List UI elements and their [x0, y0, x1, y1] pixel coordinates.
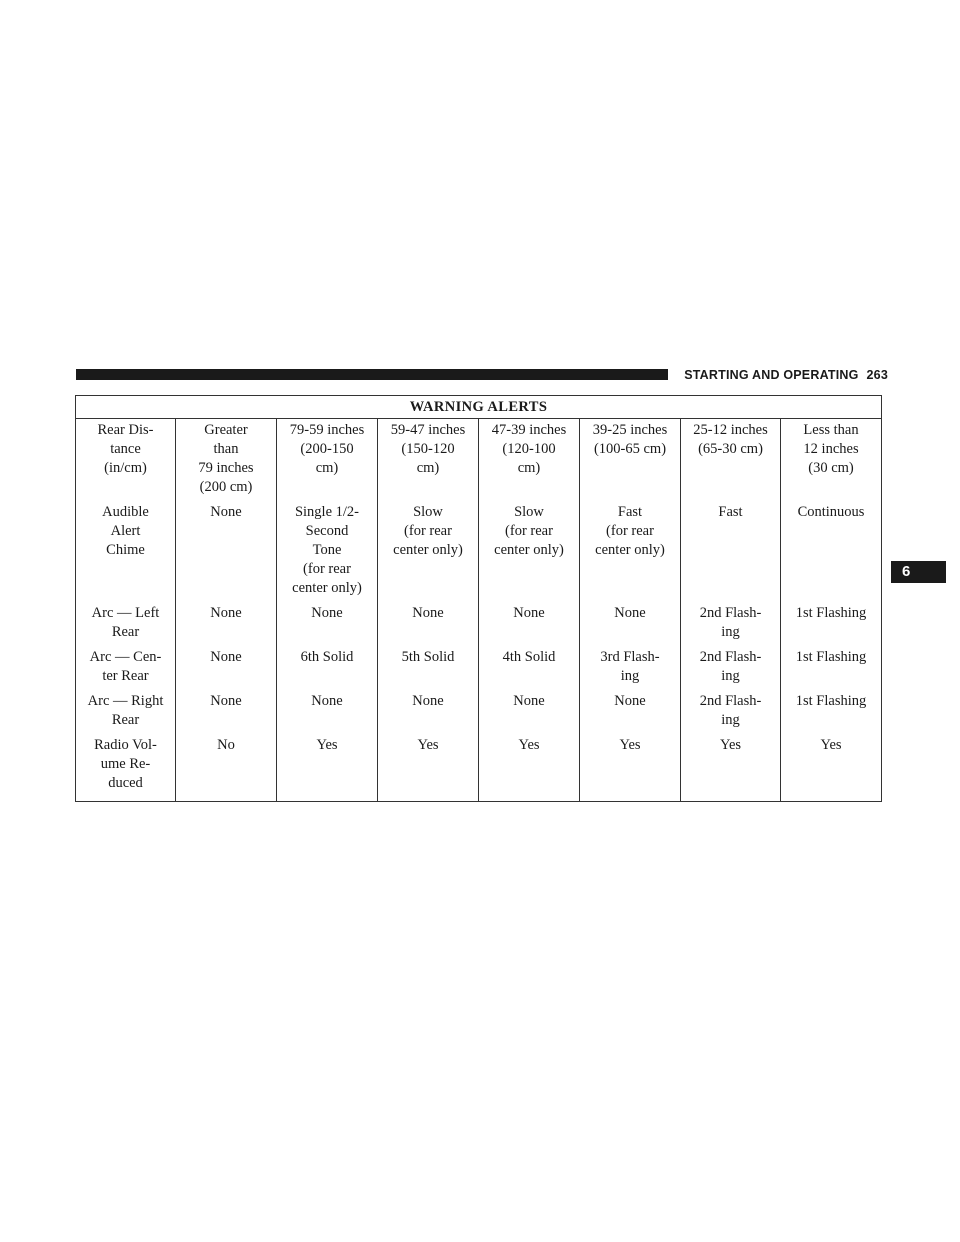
cell-text: 1st Flashing [795, 693, 867, 709]
table-cell [378, 734, 479, 802]
cell-text: None [311, 693, 343, 709]
row-header-cell [76, 646, 176, 690]
table-cell [681, 602, 781, 646]
table-cell [176, 419, 277, 502]
cell-text: None [614, 605, 646, 621]
rear-distance-row [76, 419, 882, 502]
cell-text: 2nd Flash- ing [699, 649, 762, 684]
cell-text: None [210, 649, 242, 665]
cell-text: 25-12 inches (65-30 cm) [693, 422, 768, 457]
table-cell [681, 734, 781, 802]
table-cell [378, 602, 479, 646]
cell-text: Audible Alert Chime [102, 504, 149, 558]
cell-text: Yes [518, 737, 540, 753]
cell-text: 4th Solid [502, 649, 556, 665]
cell-text: Arc — Left Rear [91, 605, 160, 640]
cell-text: 59-47 inches (150-120 cm) [390, 422, 466, 476]
table-cell [781, 501, 882, 602]
table-cell [176, 734, 277, 802]
table-cell [580, 419, 681, 502]
cell-text: Yes [719, 737, 742, 753]
warning-alerts-table [75, 395, 882, 802]
row-header-cell [76, 690, 176, 734]
cell-text: 39-25 inches (100-65 cm) [592, 422, 668, 457]
cell-text: None [311, 605, 343, 621]
cell-text: None [210, 605, 242, 621]
table-title: WARNING ALERTS [76, 396, 882, 419]
table-cell [781, 602, 882, 646]
table-cell [176, 501, 277, 602]
table-cell [580, 734, 681, 802]
table-cell [277, 501, 378, 602]
table-cell [176, 646, 277, 690]
table-cell [781, 734, 882, 802]
cell-text: 1st Flashing [795, 605, 867, 621]
cell-text: Yes [316, 737, 338, 753]
table-cell [176, 602, 277, 646]
table-cell [681, 690, 781, 734]
table-cell [781, 690, 882, 734]
table-cell [277, 646, 378, 690]
cell-text: None [412, 693, 444, 709]
table-cell [479, 646, 580, 690]
cell-text: 3rd Flash- ing [600, 649, 660, 684]
row-header-cell [76, 419, 176, 502]
cell-text: Fast (for rear center only) [595, 504, 665, 558]
cell-text: None [210, 504, 242, 520]
cell-text: Radio Vol- ume Re- duced [94, 737, 157, 791]
cell-text: Single 1/2- Second Tone (for rear center only) [292, 504, 362, 596]
cell-text: Yes [619, 737, 641, 753]
table-cell [479, 419, 580, 502]
cell-text: Greater than 79 inches (200 cm) [198, 422, 254, 495]
table-cell [277, 602, 378, 646]
chapter-tab: 6 [891, 561, 946, 583]
table-cell [479, 690, 580, 734]
cell-text: Rear Dis- tance (in/cm) [97, 422, 154, 476]
table-cell [681, 646, 781, 690]
row-header-cell [76, 734, 176, 802]
row-header-cell [76, 501, 176, 602]
cell-text: None [614, 693, 646, 709]
table-cell [176, 690, 277, 734]
cell-text: 2nd Flash- ing [699, 693, 762, 728]
cell-text: 6th Solid [300, 649, 354, 665]
cell-text: Fast [718, 504, 743, 520]
cell-text: Yes [417, 737, 439, 753]
table-cell [479, 501, 580, 602]
table-cell [781, 646, 882, 690]
page-number: 263 [866, 368, 888, 382]
cell-text: Slow (for rear center only) [393, 504, 463, 558]
table-cell [378, 501, 479, 602]
cell-text: Arc — Cen- ter Rear [89, 649, 162, 684]
table-cell [277, 734, 378, 802]
table-cell [378, 419, 479, 502]
section-title: STARTING AND OPERATING [684, 368, 859, 382]
arc-right-rear-row [76, 690, 882, 734]
table-cell [479, 602, 580, 646]
cell-text: Slow (for rear center only) [494, 504, 564, 558]
row-header-cell [76, 602, 176, 646]
cell-text: None [210, 693, 242, 709]
table-cell [580, 690, 681, 734]
table-cell [479, 734, 580, 802]
audible-alert-chime-row [76, 501, 882, 602]
cell-text: Less than 12 inches (30 cm) [803, 422, 859, 476]
cell-text: 2nd Flash- ing [699, 605, 762, 640]
table-cell [681, 501, 781, 602]
cell-text: None [412, 605, 444, 621]
radio-volume-reduced-row [76, 734, 882, 802]
arc-center-rear-row [76, 646, 882, 690]
cell-text: 47-39 inches (120-100 cm) [491, 422, 567, 476]
arc-left-rear-row [76, 602, 882, 646]
cell-text: None [513, 693, 545, 709]
table-cell [681, 419, 781, 502]
cell-text: Yes [820, 737, 842, 753]
running-header [676, 366, 888, 384]
cell-text: Arc — Right Rear [87, 693, 164, 728]
table-title-row [76, 396, 882, 419]
cell-text: No [217, 737, 235, 753]
header-rule [76, 369, 668, 380]
table-cell [580, 646, 681, 690]
table-cell [277, 419, 378, 502]
table-cell [378, 646, 479, 690]
table-cell [580, 501, 681, 602]
cell-text: Continuous [797, 504, 865, 520]
cell-text: 1st Flashing [795, 649, 867, 665]
table-body [76, 419, 882, 802]
table-cell [277, 690, 378, 734]
table-cell [378, 690, 479, 734]
table-cell [781, 419, 882, 502]
cell-text: None [513, 605, 545, 621]
cell-text: 79-59 inches (200-150 cm) [289, 422, 365, 476]
table-cell [580, 602, 681, 646]
cell-text: 5th Solid [401, 649, 455, 665]
